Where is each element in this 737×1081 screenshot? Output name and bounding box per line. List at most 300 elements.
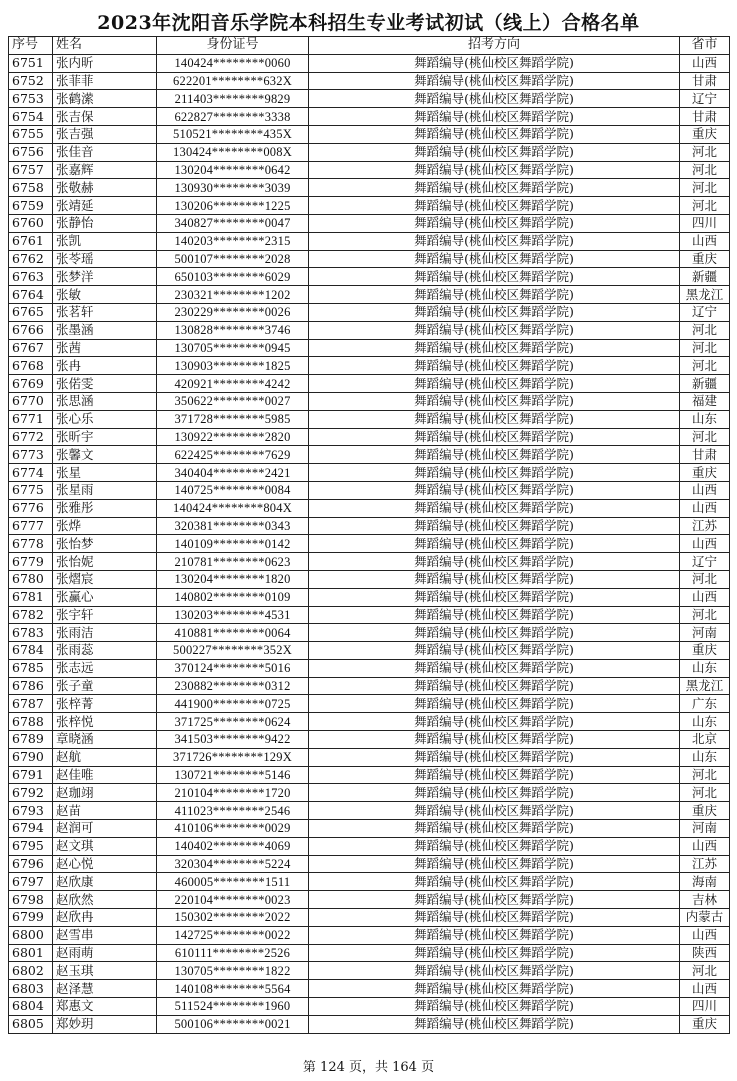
id-number-cell: 130206********1225 <box>157 197 309 215</box>
table-row <box>9 553 730 571</box>
table-row <box>9 713 730 731</box>
province-cell: 河北 <box>680 143 730 161</box>
province-cell: 重庆 <box>680 802 730 820</box>
direction-cell: 舞蹈编导(桃仙校区舞蹈学院) <box>309 713 680 731</box>
serial-number-cell: 6759 <box>9 197 53 215</box>
serial-number-cell: 6789 <box>9 731 53 749</box>
table-row <box>9 873 730 891</box>
serial-number-cell: 6804 <box>9 998 53 1016</box>
serial-number-cell: 6758 <box>9 179 53 197</box>
name-cell: 张烨 <box>53 517 157 535</box>
province-cell: 河北 <box>680 766 730 784</box>
table-row <box>9 944 730 962</box>
serial-number-cell: 6787 <box>9 695 53 713</box>
province-cell: 内蒙古 <box>680 909 730 927</box>
direction-cell: 舞蹈编导(桃仙校区舞蹈学院) <box>309 980 680 998</box>
direction-cell: 舞蹈编导(桃仙校区舞蹈学院) <box>309 250 680 268</box>
direction-cell: 舞蹈编导(桃仙校区舞蹈学院) <box>309 357 680 375</box>
province-cell: 山西 <box>680 499 730 517</box>
direction-cell: 舞蹈编导(桃仙校区舞蹈学院) <box>309 820 680 838</box>
serial-number-cell: 6796 <box>9 855 53 873</box>
serial-number-cell: 6795 <box>9 837 53 855</box>
id-number-cell: 341503********9422 <box>157 731 309 749</box>
serial-number-cell: 6771 <box>9 410 53 428</box>
id-number-cell: 622827********3338 <box>157 108 309 126</box>
serial-number-cell: 6763 <box>9 268 53 286</box>
table-row <box>9 357 730 375</box>
province-cell: 重庆 <box>680 464 730 482</box>
id-number-cell: 511524********1960 <box>157 998 309 1016</box>
serial-number-cell: 6767 <box>9 339 53 357</box>
serial-number-cell: 6752 <box>9 72 53 90</box>
id-number-cell: 130930********3039 <box>157 179 309 197</box>
province-cell: 山西 <box>680 481 730 499</box>
id-number-cell: 230882********0312 <box>157 677 309 695</box>
id-number-cell: 410106********0029 <box>157 820 309 838</box>
serial-number-cell: 6799 <box>9 909 53 927</box>
id-number-cell: 320381********0343 <box>157 517 309 535</box>
table-row <box>9 962 730 980</box>
direction-cell: 舞蹈编导(桃仙校区舞蹈学院) <box>309 909 680 927</box>
table-row <box>9 980 730 998</box>
table-row <box>9 303 730 321</box>
province-cell: 河北 <box>680 179 730 197</box>
table-row <box>9 464 730 482</box>
province-cell: 广东 <box>680 695 730 713</box>
direction-cell: 舞蹈编导(桃仙校区舞蹈学院) <box>309 446 680 464</box>
province-cell: 黑龙江 <box>680 677 730 695</box>
serial-number-cell: 6772 <box>9 428 53 446</box>
id-number-cell: 340404********2421 <box>157 464 309 482</box>
name-cell: 张怡妮 <box>53 553 157 571</box>
name-cell: 张志远 <box>53 659 157 677</box>
table-row <box>9 570 730 588</box>
direction-cell: 舞蹈编导(桃仙校区舞蹈学院) <box>309 837 680 855</box>
direction-cell: 舞蹈编导(桃仙校区舞蹈学院) <box>309 321 680 339</box>
direction-cell: 舞蹈编导(桃仙校区舞蹈学院) <box>309 232 680 250</box>
table-row <box>9 606 730 624</box>
name-cell: 赵欣冉 <box>53 909 157 927</box>
serial-number-cell: 6797 <box>9 873 53 891</box>
id-number-cell: 140203********2315 <box>157 232 309 250</box>
direction-cell: 舞蹈编导(桃仙校区舞蹈学院) <box>309 784 680 802</box>
table-row <box>9 909 730 927</box>
direction-cell: 舞蹈编导(桃仙校区舞蹈学院) <box>309 998 680 1016</box>
province-cell: 河北 <box>680 570 730 588</box>
province-cell: 重庆 <box>680 125 730 143</box>
province-cell: 河北 <box>680 321 730 339</box>
table-row <box>9 179 730 197</box>
serial-number-cell: 6792 <box>9 784 53 802</box>
province-cell: 江苏 <box>680 517 730 535</box>
name-cell: 赵苗 <box>53 802 157 820</box>
table-row <box>9 659 730 677</box>
direction-cell: 舞蹈编导(桃仙校区舞蹈学院) <box>309 392 680 410</box>
direction-cell: 舞蹈编导(桃仙校区舞蹈学院) <box>309 588 680 606</box>
id-number-cell: 610111********2526 <box>157 944 309 962</box>
serial-number-cell: 6765 <box>9 303 53 321</box>
id-number-cell: 441900********0725 <box>157 695 309 713</box>
serial-number-cell: 6762 <box>9 250 53 268</box>
name-cell: 赵文琪 <box>53 837 157 855</box>
direction-cell: 舞蹈编导(桃仙校区舞蹈学院) <box>309 517 680 535</box>
name-cell: 张思涵 <box>53 392 157 410</box>
table-row <box>9 268 730 286</box>
id-number-cell: 622425********7629 <box>157 446 309 464</box>
table-row <box>9 802 730 820</box>
table-row <box>9 446 730 464</box>
name-cell: 郑妙玥 <box>53 1015 157 1033</box>
id-number-cell: 500227********352X <box>157 642 309 660</box>
id-number-cell: 460005********1511 <box>157 873 309 891</box>
id-number-cell: 510521********435X <box>157 125 309 143</box>
serial-number-cell: 6756 <box>9 143 53 161</box>
province-cell: 福建 <box>680 392 730 410</box>
table-body <box>9 54 730 1033</box>
serial-number-cell: 6800 <box>9 926 53 944</box>
name-cell: 赵心悦 <box>53 855 157 873</box>
direction-cell: 舞蹈编导(桃仙校区舞蹈学院) <box>309 873 680 891</box>
direction-cell: 舞蹈编导(桃仙校区舞蹈学院) <box>309 464 680 482</box>
table-row <box>9 375 730 393</box>
direction-cell: 舞蹈编导(桃仙校区舞蹈学院) <box>309 606 680 624</box>
serial-number-cell: 6754 <box>9 108 53 126</box>
table-row <box>9 642 730 660</box>
table-row <box>9 695 730 713</box>
table-row <box>9 481 730 499</box>
header-name: 姓名 <box>53 37 157 55</box>
table-row <box>9 232 730 250</box>
name-cell: 张梓悦 <box>53 713 157 731</box>
id-number-cell: 230321********1202 <box>157 286 309 304</box>
direction-cell: 舞蹈编导(桃仙校区舞蹈学院) <box>309 731 680 749</box>
name-cell: 赵玉琪 <box>53 962 157 980</box>
table-row <box>9 161 730 179</box>
id-number-cell: 142725********0022 <box>157 926 309 944</box>
table-row <box>9 588 730 606</box>
serial-number-cell: 6784 <box>9 642 53 660</box>
id-number-cell: 140402********4069 <box>157 837 309 855</box>
name-cell: 赵润可 <box>53 820 157 838</box>
name-cell: 赵欣康 <box>53 873 157 891</box>
direction-cell: 舞蹈编导(桃仙校区舞蹈学院) <box>309 286 680 304</box>
name-cell: 赵雪串 <box>53 926 157 944</box>
name-cell: 张佳音 <box>53 143 157 161</box>
table-row <box>9 197 730 215</box>
serial-number-cell: 6782 <box>9 606 53 624</box>
id-number-cell: 130204********0642 <box>157 161 309 179</box>
direction-cell: 舞蹈编导(桃仙校区舞蹈学院) <box>309 125 680 143</box>
province-cell: 河北 <box>680 339 730 357</box>
header-province: 省市 <box>680 37 730 55</box>
province-cell: 辽宁 <box>680 90 730 108</box>
province-cell: 山西 <box>680 926 730 944</box>
id-number-cell: 320304********5224 <box>157 855 309 873</box>
serial-number-cell: 6755 <box>9 125 53 143</box>
id-number-cell: 622201********632X <box>157 72 309 90</box>
name-cell: 张鹤潆 <box>53 90 157 108</box>
table-row <box>9 90 730 108</box>
province-cell: 陕西 <box>680 944 730 962</box>
table-row <box>9 517 730 535</box>
serial-number-cell: 6774 <box>9 464 53 482</box>
province-cell: 山西 <box>680 535 730 553</box>
table-row <box>9 428 730 446</box>
direction-cell: 舞蹈编导(桃仙校区舞蹈学院) <box>309 481 680 499</box>
direction-cell: 舞蹈编导(桃仙校区舞蹈学院) <box>309 962 680 980</box>
table-row <box>9 784 730 802</box>
serial-number-cell: 6793 <box>9 802 53 820</box>
table-row <box>9 286 730 304</box>
table-row <box>9 820 730 838</box>
province-cell: 山西 <box>680 588 730 606</box>
direction-cell: 舞蹈编导(桃仙校区舞蹈学院) <box>309 766 680 784</box>
serial-number-cell: 6766 <box>9 321 53 339</box>
direction-cell: 舞蹈编导(桃仙校区舞蹈学院) <box>309 642 680 660</box>
name-cell: 赵雨萌 <box>53 944 157 962</box>
direction-cell: 舞蹈编导(桃仙校区舞蹈学院) <box>309 659 680 677</box>
serial-number-cell: 6770 <box>9 392 53 410</box>
name-cell: 张静怡 <box>53 214 157 232</box>
province-cell: 河北 <box>680 962 730 980</box>
serial-number-cell: 6790 <box>9 748 53 766</box>
name-cell: 赵珈翊 <box>53 784 157 802</box>
direction-cell: 舞蹈编导(桃仙校区舞蹈学院) <box>309 891 680 909</box>
id-number-cell: 420921********4242 <box>157 375 309 393</box>
table-row <box>9 855 730 873</box>
table-row <box>9 624 730 642</box>
serial-number-cell: 6803 <box>9 980 53 998</box>
name-cell: 张凯 <box>53 232 157 250</box>
province-cell: 北京 <box>680 731 730 749</box>
name-cell: 张子童 <box>53 677 157 695</box>
direction-cell: 舞蹈编导(桃仙校区舞蹈学院) <box>309 410 680 428</box>
header-direction: 招考方向 <box>309 37 680 55</box>
table-row <box>9 926 730 944</box>
serial-number-cell: 6778 <box>9 535 53 553</box>
province-cell: 重庆 <box>680 250 730 268</box>
serial-number-cell: 6753 <box>9 90 53 108</box>
province-cell: 重庆 <box>680 1015 730 1033</box>
serial-number-cell: 6757 <box>9 161 53 179</box>
table-row <box>9 321 730 339</box>
name-cell: 赵佳唯 <box>53 766 157 784</box>
direction-cell: 舞蹈编导(桃仙校区舞蹈学院) <box>309 570 680 588</box>
id-number-cell: 130721********5146 <box>157 766 309 784</box>
page-footer: 第 124 页，共 164 页 <box>302 1060 435 1075</box>
serial-number-cell: 6781 <box>9 588 53 606</box>
direction-cell: 舞蹈编导(桃仙校区舞蹈学院) <box>309 926 680 944</box>
direction-cell: 舞蹈编导(桃仙校区舞蹈学院) <box>309 855 680 873</box>
direction-cell: 舞蹈编导(桃仙校区舞蹈学院) <box>309 535 680 553</box>
serial-number-cell: 6785 <box>9 659 53 677</box>
id-number-cell: 130203********4531 <box>157 606 309 624</box>
name-cell: 张靖延 <box>53 197 157 215</box>
province-cell: 重庆 <box>680 642 730 660</box>
name-cell: 张星雨 <box>53 481 157 499</box>
id-number-cell: 150302********2022 <box>157 909 309 927</box>
name-cell: 赵欣然 <box>53 891 157 909</box>
name-cell: 张雅彤 <box>53 499 157 517</box>
id-number-cell: 211403********9829 <box>157 90 309 108</box>
direction-cell: 舞蹈编导(桃仙校区舞蹈学院) <box>309 499 680 517</box>
serial-number-cell: 6764 <box>9 286 53 304</box>
serial-number-cell: 6773 <box>9 446 53 464</box>
table-row <box>9 499 730 517</box>
id-number-cell: 130828********3746 <box>157 321 309 339</box>
direction-cell: 舞蹈编导(桃仙校区舞蹈学院) <box>309 54 680 72</box>
province-cell: 甘肃 <box>680 72 730 90</box>
table-header-row <box>9 37 730 55</box>
direction-cell: 舞蹈编导(桃仙校区舞蹈学院) <box>309 197 680 215</box>
id-number-cell: 130903********1825 <box>157 357 309 375</box>
table-row <box>9 535 730 553</box>
serial-number-cell: 6768 <box>9 357 53 375</box>
name-cell: 赵泽慧 <box>53 980 157 998</box>
name-cell: 张敏 <box>53 286 157 304</box>
name-cell: 张昕宇 <box>53 428 157 446</box>
id-number-cell: 650103********6029 <box>157 268 309 286</box>
direction-cell: 舞蹈编导(桃仙校区舞蹈学院) <box>309 428 680 446</box>
table-row <box>9 891 730 909</box>
name-cell: 张赢心 <box>53 588 157 606</box>
name-cell: 张星 <box>53 464 157 482</box>
direction-cell: 舞蹈编导(桃仙校区舞蹈学院) <box>309 339 680 357</box>
serial-number-cell: 6761 <box>9 232 53 250</box>
direction-cell: 舞蹈编导(桃仙校区舞蹈学院) <box>309 624 680 642</box>
serial-number-cell: 6760 <box>9 214 53 232</box>
province-cell: 山东 <box>680 410 730 428</box>
id-number-cell: 140109********0142 <box>157 535 309 553</box>
serial-number-cell: 6786 <box>9 677 53 695</box>
province-cell: 新疆 <box>680 268 730 286</box>
direction-cell: 舞蹈编导(桃仙校区舞蹈学院) <box>309 802 680 820</box>
serial-number-cell: 6798 <box>9 891 53 909</box>
id-number-cell: 210781********0623 <box>157 553 309 571</box>
province-cell: 河北 <box>680 197 730 215</box>
direction-cell: 舞蹈编导(桃仙校区舞蹈学院) <box>309 214 680 232</box>
admission-list-table <box>8 36 730 1034</box>
table-row <box>9 677 730 695</box>
name-cell: 张苓瑶 <box>53 250 157 268</box>
table-row <box>9 108 730 126</box>
header-id-number: 身份证号 <box>157 37 309 55</box>
id-number-cell: 140802********0109 <box>157 588 309 606</box>
table-row <box>9 392 730 410</box>
id-number-cell: 140108********5564 <box>157 980 309 998</box>
province-cell: 黑龙江 <box>680 286 730 304</box>
name-cell: 张雨蕊 <box>53 642 157 660</box>
name-cell: 张嘉辉 <box>53 161 157 179</box>
table-row <box>9 125 730 143</box>
province-cell: 山东 <box>680 713 730 731</box>
table-row <box>9 731 730 749</box>
serial-number-cell: 6783 <box>9 624 53 642</box>
direction-cell: 舞蹈编导(桃仙校区舞蹈学院) <box>309 108 680 126</box>
province-cell: 河南 <box>680 820 730 838</box>
name-cell: 赵航 <box>53 748 157 766</box>
name-cell: 章晓涵 <box>53 731 157 749</box>
table-row <box>9 766 730 784</box>
name-cell: 张墨涵 <box>53 321 157 339</box>
serial-number-cell: 6802 <box>9 962 53 980</box>
name-cell: 张怡梦 <box>53 535 157 553</box>
province-cell: 山西 <box>680 837 730 855</box>
name-cell: 张内昕 <box>53 54 157 72</box>
province-cell: 辽宁 <box>680 303 730 321</box>
province-cell: 新疆 <box>680 375 730 393</box>
id-number-cell: 220104********0023 <box>157 891 309 909</box>
province-cell: 山西 <box>680 54 730 72</box>
table-row <box>9 837 730 855</box>
id-number-cell: 130922********2820 <box>157 428 309 446</box>
province-cell: 河北 <box>680 784 730 802</box>
direction-cell: 舞蹈编导(桃仙校区舞蹈学院) <box>309 748 680 766</box>
table-row <box>9 339 730 357</box>
direction-cell: 舞蹈编导(桃仙校区舞蹈学院) <box>309 72 680 90</box>
table-row <box>9 998 730 1016</box>
name-cell: 张心乐 <box>53 410 157 428</box>
id-number-cell: 370124********5016 <box>157 659 309 677</box>
name-cell: 张茜 <box>53 339 157 357</box>
id-number-cell: 140725********0084 <box>157 481 309 499</box>
id-number-cell: 340827********0047 <box>157 214 309 232</box>
id-number-cell: 210104********1720 <box>157 784 309 802</box>
province-cell: 河北 <box>680 428 730 446</box>
province-cell: 四川 <box>680 998 730 1016</box>
direction-cell: 舞蹈编导(桃仙校区舞蹈学院) <box>309 1015 680 1033</box>
table-row <box>9 410 730 428</box>
province-cell: 江苏 <box>680 855 730 873</box>
id-number-cell: 411023********2546 <box>157 802 309 820</box>
table-row <box>9 1015 730 1033</box>
serial-number-cell: 6794 <box>9 820 53 838</box>
name-cell: 张茗轩 <box>53 303 157 321</box>
id-number-cell: 500106********0021 <box>157 1015 309 1033</box>
direction-cell: 舞蹈编导(桃仙校区舞蹈学院) <box>309 268 680 286</box>
province-cell: 吉林 <box>680 891 730 909</box>
table-row <box>9 72 730 90</box>
name-cell: 张熠宸 <box>53 570 157 588</box>
id-number-cell: 350622********0027 <box>157 392 309 410</box>
direction-cell: 舞蹈编导(桃仙校区舞蹈学院) <box>309 553 680 571</box>
id-number-cell: 371725********0624 <box>157 713 309 731</box>
serial-number-cell: 6776 <box>9 499 53 517</box>
name-cell: 张宇轩 <box>53 606 157 624</box>
header-serial-number: 序号 <box>9 37 53 55</box>
direction-cell: 舞蹈编导(桃仙校区舞蹈学院) <box>309 90 680 108</box>
name-cell: 张梦洋 <box>53 268 157 286</box>
serial-number-cell: 6791 <box>9 766 53 784</box>
direction-cell: 舞蹈编导(桃仙校区舞蹈学院) <box>309 695 680 713</box>
id-number-cell: 371726********129X <box>157 748 309 766</box>
name-cell: 张冉 <box>53 357 157 375</box>
name-cell: 张吉保 <box>53 108 157 126</box>
province-cell: 河北 <box>680 357 730 375</box>
table-row <box>9 748 730 766</box>
serial-number-cell: 6751 <box>9 54 53 72</box>
name-cell: 张梓菁 <box>53 695 157 713</box>
province-cell: 山西 <box>680 232 730 250</box>
serial-number-cell: 6805 <box>9 1015 53 1033</box>
province-cell: 甘肃 <box>680 446 730 464</box>
direction-cell: 舞蹈编导(桃仙校区舞蹈学院) <box>309 375 680 393</box>
table-row <box>9 54 730 72</box>
id-number-cell: 130424********008X <box>157 143 309 161</box>
table-row <box>9 214 730 232</box>
name-cell: 张吉强 <box>53 125 157 143</box>
serial-number-cell: 6769 <box>9 375 53 393</box>
